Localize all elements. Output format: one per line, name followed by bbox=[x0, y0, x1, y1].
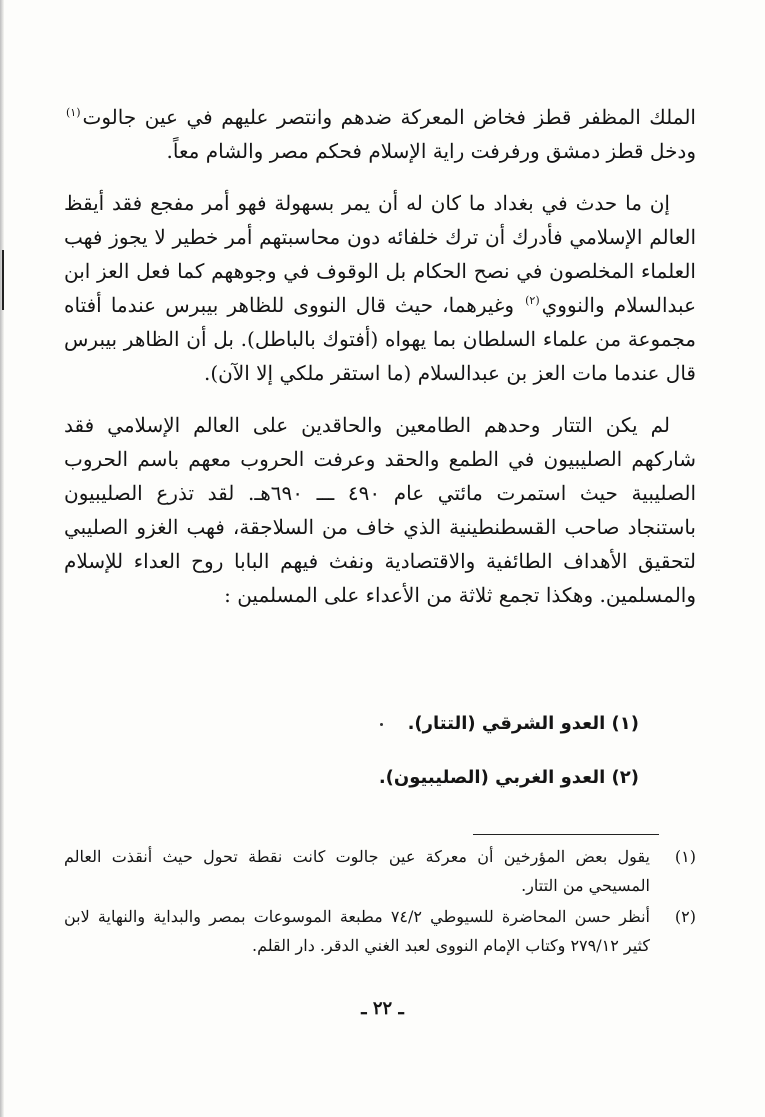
paragraph-1 bbox=[64, 100, 696, 168]
body-text bbox=[64, 100, 696, 612]
footnote-number: (١) bbox=[674, 847, 696, 866]
paragraph-1-line-b: ودخل قطز دمشق ورفرفت راية الإسلام فحكم مصر والشام معاً. bbox=[166, 139, 696, 163]
scan-speck bbox=[380, 723, 383, 726]
footnote-2 bbox=[64, 902, 696, 960]
footnote-divider bbox=[473, 834, 659, 835]
footnote-ref-1: (١) bbox=[66, 106, 81, 120]
scan-edge-mark bbox=[2, 250, 4, 310]
paragraph-1-line-a: الملك المظفر قطز فخاض المعركة ضدهم وانتصر عليهم في عين جالوت bbox=[82, 105, 696, 129]
paragraph-3: لم يكن التتار وحدهم الطامعين والحاقدين على العالم الإسلامي فقد شاركهم الصليبيون في الطمع والحقد وعرفت الحروب معهم باسم الحروب الصليبية حيث استمرت مائتي عام ٤٩٠ ـــ ٦٩٠هـ. لقد تذرع الصليبيون باستنجاد صاحب القسطنطينية الذي خاف من السلاجقة، فهب الغزو الصليبي لتحقيق الأهداف الطائفية والاقتصادية ونفث فيهم البابا روح العداء للإسلام والمسلمين. وهكذا تجمع ثلاثة من الأعداء على المسلمين : bbox=[64, 413, 696, 607]
footnote-number: (٢) bbox=[674, 907, 696, 926]
footnotes bbox=[64, 842, 696, 962]
page-edge-shadow bbox=[0, 0, 4, 1117]
enemy-list-item-east: (١) العدو الشرقي (التتار). bbox=[407, 713, 639, 734]
footnote-ref-2: (٢) bbox=[525, 294, 540, 308]
paragraph-2-part-b: وغيرهما، حيث قال النووى للظاهر بيبرس عندما أفتاه مجموعة من علماء السلطان بما يهواه (أفتوك بالباطل). بل أن الظاهر بيبرس قال عندما مات العز بن عبدالسلام (ما استقر ملكي إلا الآن). bbox=[64, 293, 696, 385]
footnote-text: يقول بعض المؤرخين أن معركة عين جالوت كانت نقطة تحول حيث أنقذت العالم المسيحي من التتار. bbox=[64, 847, 650, 895]
page-number: ـ ٢٢ ـ bbox=[361, 998, 404, 1019]
footnote-1 bbox=[64, 842, 696, 900]
paragraph-2 bbox=[64, 186, 696, 390]
footnote-text: أنظر حسن المحاضرة للسيوطي ٧٤/٢ مطبعة الموسوعات بمصر والبداية والنهاية لابن كثير ٢٧٩/١٢ وكتاب الإمام النووى لعبد الغني الدقر. دار القلم. bbox=[64, 907, 650, 955]
paragraph-2-part-a: إن ما حدث في بغداد ما كان له أن يمر بسهولة فهو أمر مفجع فقد أيقظ العالم الإسلامي فأدرك أن ترك خلفائه دون محاسبتهم أمر خطير لا يجوز فهب العلماء المخلصون في نصح الحكام بل الوقوف في وجوههم كما فعل العز ابن عبدالسلام والنووي bbox=[64, 191, 697, 317]
enemy-list-item-west: (٢) العدو الغربي (الصليبيون). bbox=[378, 767, 639, 788]
